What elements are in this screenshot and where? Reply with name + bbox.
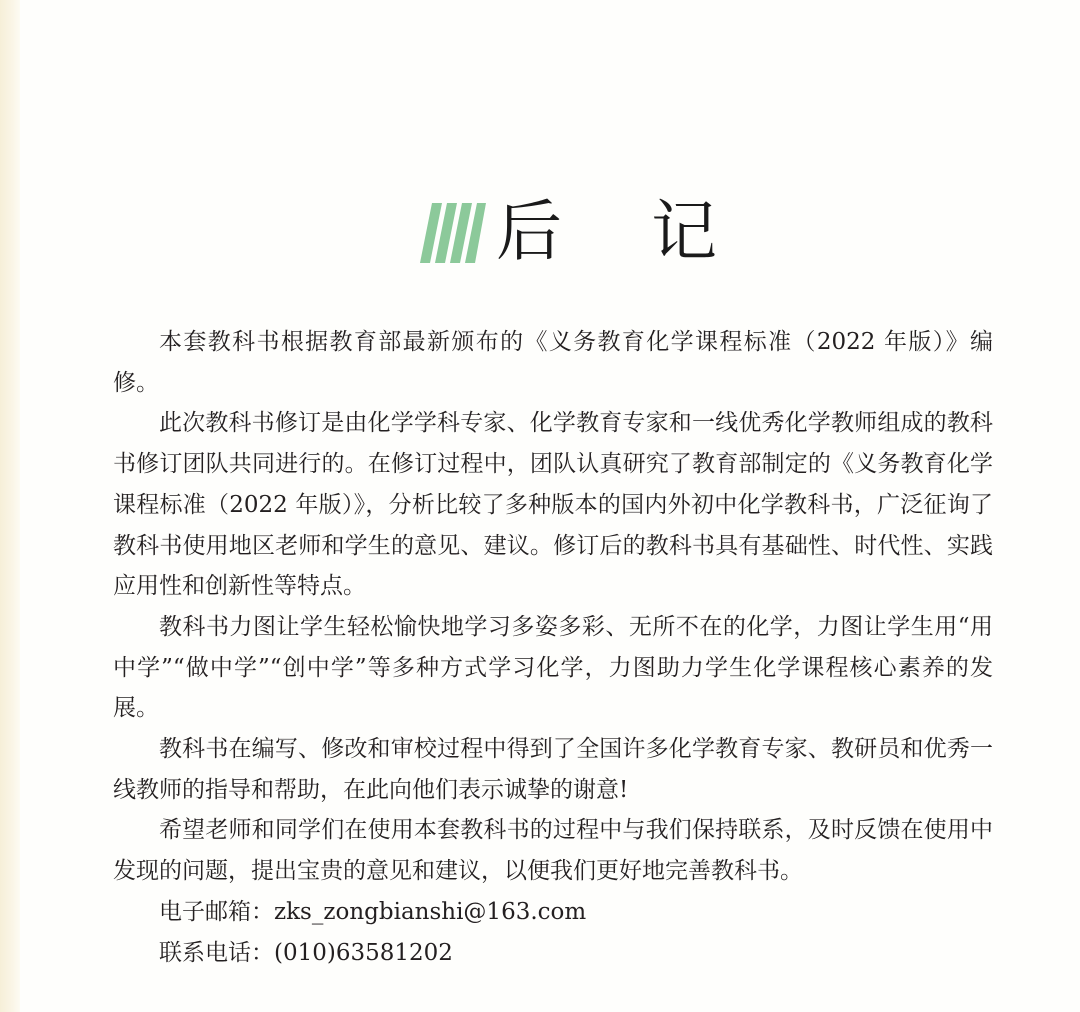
page-edge-shading xyxy=(0,0,20,1012)
green-slashes-icon xyxy=(420,203,486,263)
phone-label: 联系电话： xyxy=(159,939,274,966)
paragraph-learning-goals: 教科书力图让学生轻松愉快地学习多姿多彩、无所不在的化学，力图让学生用“用中学”“做中学”“创中学”等多种方式学习化学，力图助力学生化学课程核心素养的发展。 xyxy=(113,613,993,722)
paragraph-acknowledgements: 教科书在编写、修改和审校过程中得到了全国许多化学教育专家、教研员和优秀一线教师的指导和帮助，在此向他们表示诚挚的谢意! xyxy=(113,736,993,803)
paragraph-revision-team: 此次教科书修订是由化学学科专家、化学教育专家和一线优秀化学教师组成的教科书修订团队共同进行的。在修订过程中，团队认真研究了教育部制定的《义务教育化学课程标准（2022 年版）》，分析比较了多种版本的国内外初中化学教科书，广泛征询了教科书使用地区老师和学生的意见、建议。修订后的教科书具有基础性、时代性、实践应用性和创新性等特点。 xyxy=(113,410,993,600)
email-label: 电子邮箱： xyxy=(159,898,274,925)
contact-email-line xyxy=(113,892,993,933)
afterword-body xyxy=(113,322,993,973)
contact-phone-line xyxy=(113,933,993,974)
phone-number: (010)63581202 xyxy=(274,939,453,966)
page-title: 后 记 xyxy=(496,193,751,270)
paragraph-feedback-request: 希望老师和同学们在使用本套教科书的过程中与我们保持联系，及时反馈在使用中发现的问题，提出宝贵的意见和建议，以便我们更好地完善教科书。 xyxy=(113,817,993,885)
paragraph-curriculum-standard: 本套教科书根据教育部最新颁布的《义务教育化学课程标准（2022 年版）》编修。 xyxy=(113,329,993,396)
page-heading xyxy=(420,192,751,272)
email-address: zks_zongbianshi@163.com xyxy=(274,898,587,925)
